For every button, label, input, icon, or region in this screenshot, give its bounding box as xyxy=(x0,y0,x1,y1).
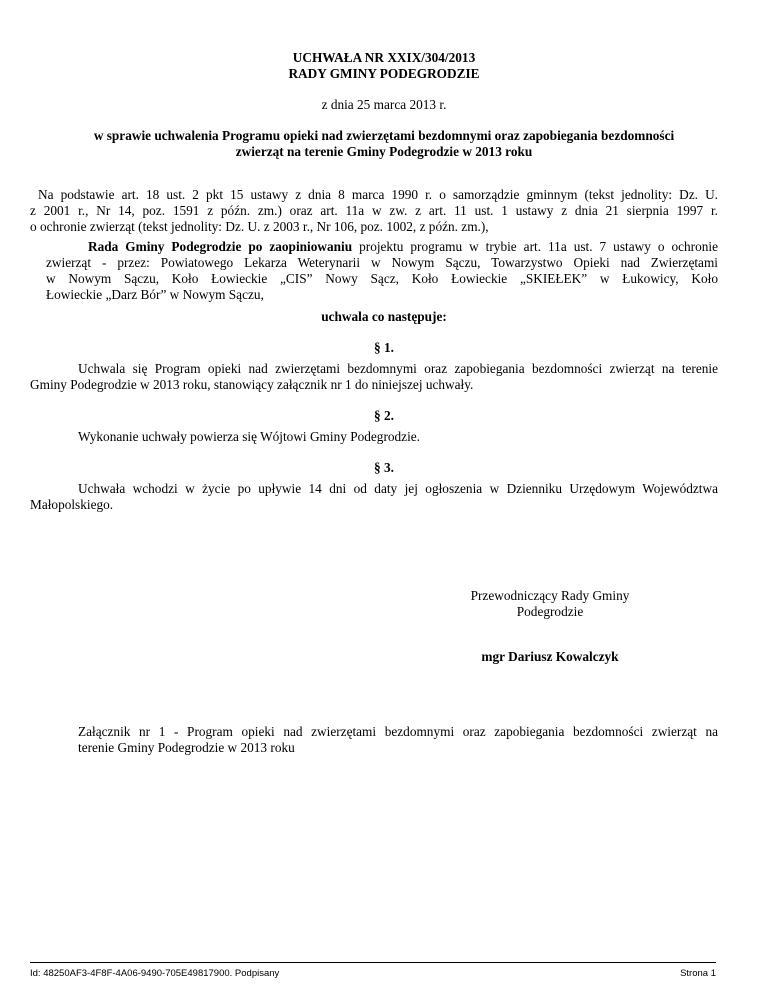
preamble-line-3: o ochronie zwierząt (tekst jednolity: Dz. U. z 2003 r., Nr 106, poz. 1002, z późn. zm.), xyxy=(30,219,489,234)
resolves-heading: uchwala co następuje: xyxy=(321,309,447,324)
document-subject-line-1: w sprawie uchwalenia Programu opieki nad zwierzętami bezdomnymi oraz zapobiegania bezdomności xyxy=(93,128,675,143)
footer-document-id: Id: 48250AF3-4F8F-4A06-9490-705E49817900. Podpisany xyxy=(30,968,280,979)
council-line-2: zwierząt - przez: Powiatowego Lekarza Weterynarii w Nowym Sączu, Towarzystwo Opieki nad Zwierzętami xyxy=(46,255,718,270)
section-1-line-2: Gminy Podegrodzie w 2013 roku, stanowiący załącznik nr 1 do niniejszej uchwały. xyxy=(30,377,474,392)
section-1-heading: § 1. xyxy=(374,340,394,355)
footer-divider xyxy=(30,962,716,963)
council-rest-text: projektu programu w trybie art. 11a ust. 7 ustawy o ochronie xyxy=(352,239,718,254)
section-1-line-1: Uchwala się Program opieki nad zwierzętami bezdomnymi oraz zapobiegania bezdomności zwierząt na terenie xyxy=(78,361,718,376)
section-2-line-1: Wykonanie uchwały powierza się Wójtowi Gminy Podegrodzie. xyxy=(78,429,420,444)
document-date: z dnia 25 marca 2013 r. xyxy=(321,97,447,112)
preamble-line-2: z 2001 r., Nr 14, poz. 1591 z późn. zm.) oraz art. 11a w zw. z art. 11 ust. 1 ustawy z dnia 21 sierpnia 1997 r. xyxy=(30,203,718,218)
section-2-heading: § 2. xyxy=(374,408,394,423)
section-3-heading: § 3. xyxy=(374,460,394,475)
council-line-1 xyxy=(88,239,718,255)
section-3-line-1: Uchwała wchodzi w życie po upływie 14 dni od daty jej ogłoszenia w Dzienniku Urzędowym Województwa xyxy=(78,481,718,496)
preamble-line-1: Na podstawie art. 18 ust. 2 pkt 15 ustawy z dnia 8 marca 1990 r. o samorządzie gminnym (tekst jednolity: Dz. U. xyxy=(38,187,718,202)
council-line-3: w Nowym Sączu, Koło Łowieckie „CIS” Nowy Sącz, Koło Łowieckie „SKIEŁEK” w Łukowicy, Koło xyxy=(46,271,718,286)
council-bold-text: Rada Gminy Podegrodzie po zaopiniowaniu xyxy=(88,239,353,254)
document-title: UCHWAŁA NR XXIX/304/2013 xyxy=(292,50,476,65)
attachment-line-2: terenie Gminy Podegrodzie w 2013 roku xyxy=(78,740,295,755)
signature-name: mgr Dariusz Kowalczyk xyxy=(481,649,619,664)
document-issuer: RADY GMINY PODEGRODZIE xyxy=(288,66,480,81)
attachment-line-1: Załącznik nr 1 - Program opieki nad zwierzętami bezdomnymi oraz zapobiegania bezdomności zwierząt na xyxy=(78,724,718,739)
document-subject-line-2: zwierząt na terenie Gminy Podegrodzie w 2013 roku xyxy=(235,144,533,159)
signature-role-line-1: Przewodniczący Rady Gminy xyxy=(470,588,630,603)
footer-page-number: Strona 1 xyxy=(680,968,716,979)
signature-role-line-2: Podegrodzie xyxy=(516,604,584,619)
council-line-4: Łowieckie „Darz Bór” w Nowym Sączu, xyxy=(46,287,264,302)
section-3-line-2: Małopolskiego. xyxy=(30,497,114,512)
